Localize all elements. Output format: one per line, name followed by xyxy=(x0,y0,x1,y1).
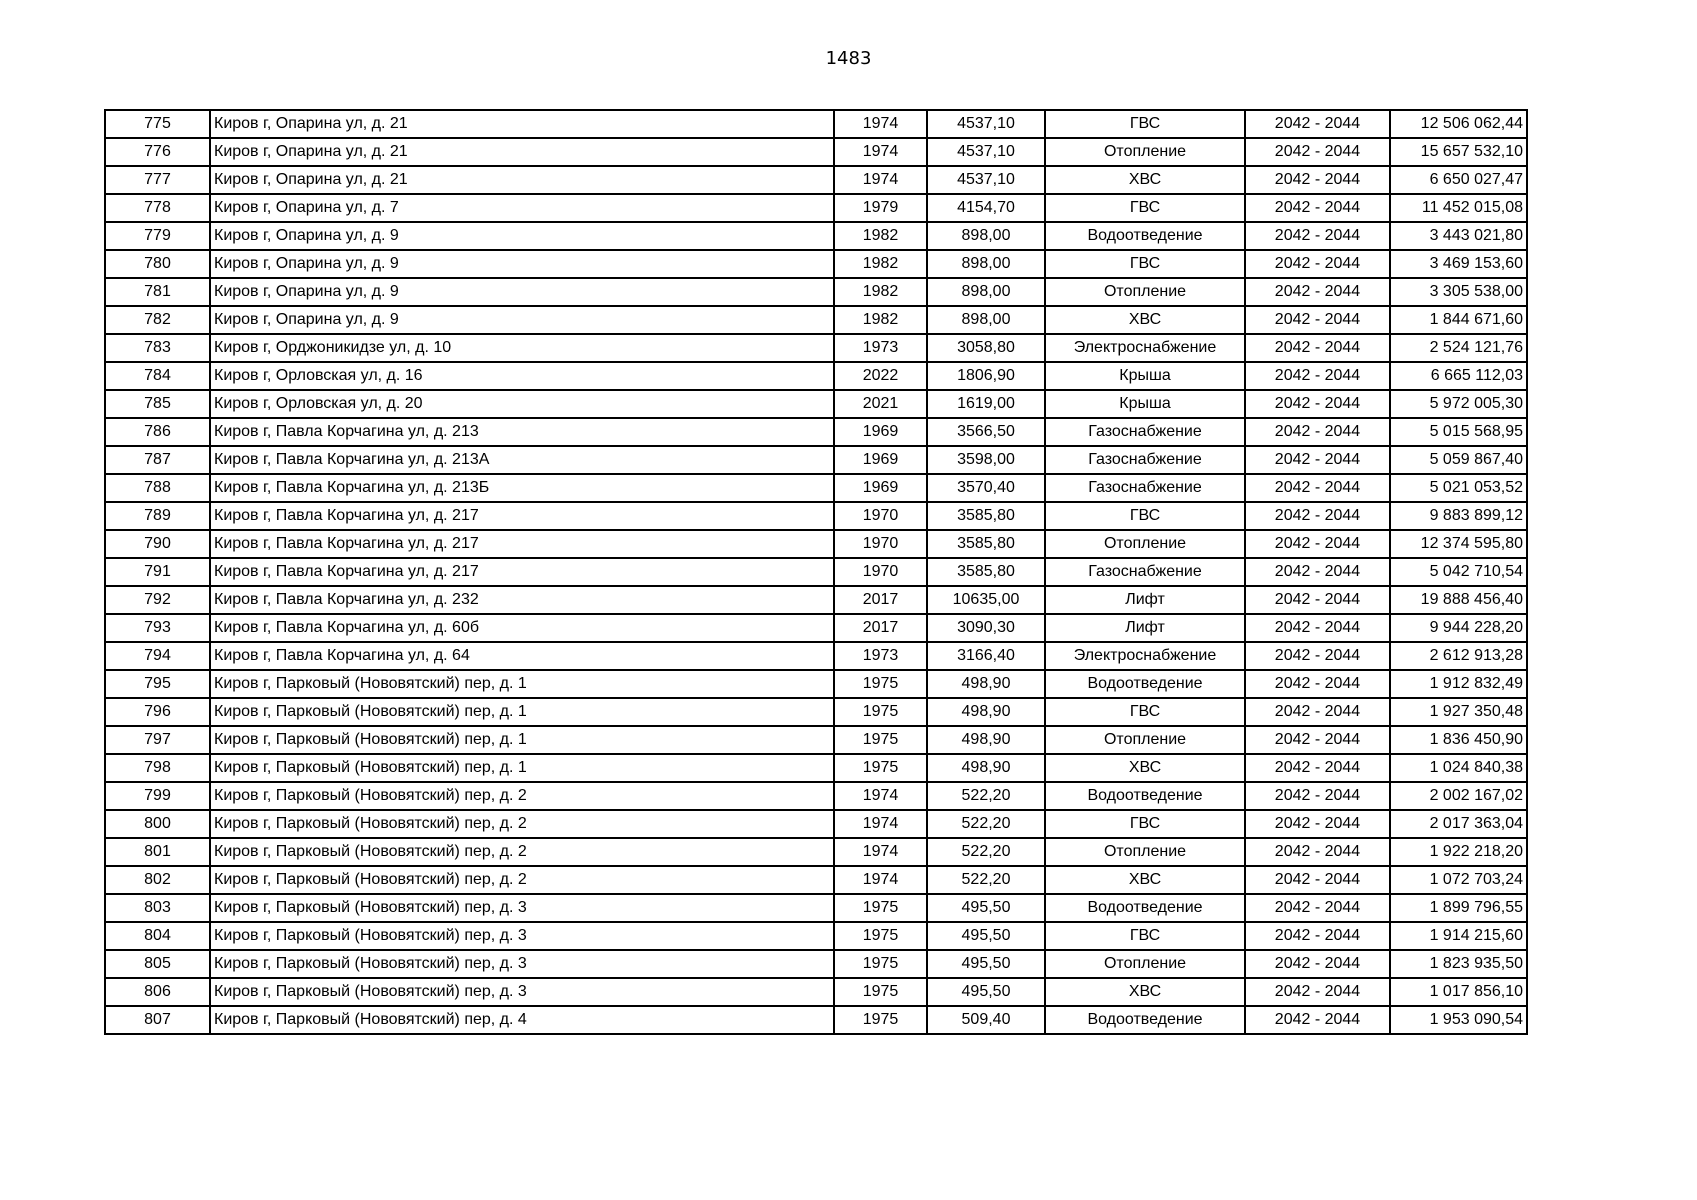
cost-cell: 2 017 363,04 xyxy=(1390,810,1527,838)
area-cell: 898,00 xyxy=(927,222,1045,250)
period-cell: 2042 - 2044 xyxy=(1245,166,1390,194)
address-cell: Киров г, Парковый (Нововятский) пер, д. 4 xyxy=(210,1006,834,1034)
year-cell: 1975 xyxy=(834,698,927,726)
cost-cell: 5 021 053,52 xyxy=(1390,474,1527,502)
cost-cell: 11 452 015,08 xyxy=(1390,194,1527,222)
period-cell: 2042 - 2044 xyxy=(1245,950,1390,978)
area-cell: 498,90 xyxy=(927,754,1045,782)
table-row xyxy=(105,194,1527,222)
work-type-cell: Лифт xyxy=(1045,614,1245,642)
row-number-cell: 785 xyxy=(105,390,210,418)
work-type-cell: Отопление xyxy=(1045,530,1245,558)
cost-cell: 5 042 710,54 xyxy=(1390,558,1527,586)
cost-cell: 9 883 899,12 xyxy=(1390,502,1527,530)
period-cell: 2042 - 2044 xyxy=(1245,810,1390,838)
year-cell: 1969 xyxy=(834,418,927,446)
row-number-cell: 776 xyxy=(105,138,210,166)
address-cell: Киров г, Парковый (Нововятский) пер, д. 3 xyxy=(210,978,834,1006)
address-cell: Киров г, Парковый (Нововятский) пер, д. 3 xyxy=(210,950,834,978)
address-cell: Киров г, Парковый (Нововятский) пер, д. 3 xyxy=(210,922,834,950)
period-cell: 2042 - 2044 xyxy=(1245,110,1390,138)
table-row xyxy=(105,642,1527,670)
work-type-cell: Газоснабжение xyxy=(1045,558,1245,586)
repair-register-table xyxy=(104,109,1528,1035)
cost-cell: 12 374 595,80 xyxy=(1390,530,1527,558)
row-number-cell: 803 xyxy=(105,894,210,922)
work-type-cell: Водоотведение xyxy=(1045,670,1245,698)
area-cell: 509,40 xyxy=(927,1006,1045,1034)
row-number-cell: 779 xyxy=(105,222,210,250)
row-number-cell: 783 xyxy=(105,334,210,362)
table-row xyxy=(105,502,1527,530)
year-cell: 1974 xyxy=(834,866,927,894)
address-cell: Киров г, Павла Корчагина ул, д. 213А xyxy=(210,446,834,474)
period-cell: 2042 - 2044 xyxy=(1245,1006,1390,1034)
address-cell: Киров г, Павла Корчагина ул, д. 213Б xyxy=(210,474,834,502)
table-row xyxy=(105,810,1527,838)
table-row xyxy=(105,866,1527,894)
table-row xyxy=(105,670,1527,698)
area-cell: 10635,00 xyxy=(927,586,1045,614)
work-type-cell: Отопление xyxy=(1045,138,1245,166)
work-type-cell: ХВС xyxy=(1045,754,1245,782)
row-number-cell: 797 xyxy=(105,726,210,754)
cost-cell: 1 953 090,54 xyxy=(1390,1006,1527,1034)
year-cell: 1969 xyxy=(834,474,927,502)
year-cell: 2017 xyxy=(834,614,927,642)
year-cell: 1975 xyxy=(834,894,927,922)
year-cell: 2021 xyxy=(834,390,927,418)
period-cell: 2042 - 2044 xyxy=(1245,782,1390,810)
cost-cell: 2 612 913,28 xyxy=(1390,642,1527,670)
year-cell: 1975 xyxy=(834,922,927,950)
table-row xyxy=(105,586,1527,614)
address-cell: Киров г, Опарина ул, д. 9 xyxy=(210,222,834,250)
work-type-cell: ХВС xyxy=(1045,866,1245,894)
row-number-cell: 792 xyxy=(105,586,210,614)
year-cell: 1975 xyxy=(834,670,927,698)
year-cell: 1970 xyxy=(834,530,927,558)
table-row xyxy=(105,614,1527,642)
row-number-cell: 806 xyxy=(105,978,210,1006)
year-cell: 1982 xyxy=(834,250,927,278)
table-row xyxy=(105,166,1527,194)
address-cell: Киров г, Парковый (Нововятский) пер, д. 2 xyxy=(210,810,834,838)
work-type-cell: Лифт xyxy=(1045,586,1245,614)
cost-cell: 19 888 456,40 xyxy=(1390,586,1527,614)
row-number-cell: 800 xyxy=(105,810,210,838)
address-cell: Киров г, Опарина ул, д. 9 xyxy=(210,306,834,334)
address-cell: Киров г, Павла Корчагина ул, д. 64 xyxy=(210,642,834,670)
year-cell: 1974 xyxy=(834,838,927,866)
address-cell: Киров г, Орловская ул, д. 20 xyxy=(210,390,834,418)
cost-cell: 1 836 450,90 xyxy=(1390,726,1527,754)
period-cell: 2042 - 2044 xyxy=(1245,726,1390,754)
work-type-cell: ХВС xyxy=(1045,306,1245,334)
year-cell: 1982 xyxy=(834,306,927,334)
period-cell: 2042 - 2044 xyxy=(1245,670,1390,698)
address-cell: Киров г, Парковый (Нововятский) пер, д. 1 xyxy=(210,698,834,726)
row-number-cell: 795 xyxy=(105,670,210,698)
table-row xyxy=(105,222,1527,250)
table-row xyxy=(105,838,1527,866)
row-number-cell: 796 xyxy=(105,698,210,726)
row-number-cell: 804 xyxy=(105,922,210,950)
table-row xyxy=(105,278,1527,306)
table-row xyxy=(105,334,1527,362)
year-cell: 1975 xyxy=(834,978,927,1006)
period-cell: 2042 - 2044 xyxy=(1245,502,1390,530)
period-cell: 2042 - 2044 xyxy=(1245,922,1390,950)
address-cell: Киров г, Опарина ул, д. 9 xyxy=(210,250,834,278)
period-cell: 2042 - 2044 xyxy=(1245,586,1390,614)
row-number-cell: 780 xyxy=(105,250,210,278)
row-number-cell: 805 xyxy=(105,950,210,978)
year-cell: 2017 xyxy=(834,586,927,614)
row-number-cell: 786 xyxy=(105,418,210,446)
row-number-cell: 799 xyxy=(105,782,210,810)
table-row xyxy=(105,474,1527,502)
work-type-cell: ГВС xyxy=(1045,250,1245,278)
area-cell: 3166,40 xyxy=(927,642,1045,670)
row-number-cell: 790 xyxy=(105,530,210,558)
row-number-cell: 807 xyxy=(105,1006,210,1034)
work-type-cell: Водоотведение xyxy=(1045,222,1245,250)
area-cell: 4537,10 xyxy=(927,138,1045,166)
year-cell: 1970 xyxy=(834,558,927,586)
work-type-cell: ХВС xyxy=(1045,166,1245,194)
area-cell: 898,00 xyxy=(927,306,1045,334)
address-cell: Киров г, Парковый (Нововятский) пер, д. 3 xyxy=(210,894,834,922)
address-cell: Киров г, Опарина ул, д. 21 xyxy=(210,138,834,166)
year-cell: 1969 xyxy=(834,446,927,474)
year-cell: 1975 xyxy=(834,1006,927,1034)
work-type-cell: Отопление xyxy=(1045,726,1245,754)
table-body xyxy=(105,110,1527,1034)
year-cell: 1975 xyxy=(834,754,927,782)
table-row xyxy=(105,362,1527,390)
area-cell: 522,20 xyxy=(927,810,1045,838)
cost-cell: 9 944 228,20 xyxy=(1390,614,1527,642)
row-number-cell: 782 xyxy=(105,306,210,334)
year-cell: 1974 xyxy=(834,782,927,810)
address-cell: Киров г, Опарина ул, д. 7 xyxy=(210,194,834,222)
address-cell: Киров г, Орджоникидзе ул, д. 10 xyxy=(210,334,834,362)
area-cell: 522,20 xyxy=(927,782,1045,810)
work-type-cell: ГВС xyxy=(1045,810,1245,838)
cost-cell: 1 017 856,10 xyxy=(1390,978,1527,1006)
year-cell: 1982 xyxy=(834,278,927,306)
work-type-cell: Газоснабжение xyxy=(1045,418,1245,446)
work-type-cell: ГВС xyxy=(1045,698,1245,726)
address-cell: Киров г, Опарина ул, д. 9 xyxy=(210,278,834,306)
period-cell: 2042 - 2044 xyxy=(1245,474,1390,502)
address-cell: Киров г, Парковый (Нововятский) пер, д. 1 xyxy=(210,670,834,698)
cost-cell: 15 657 532,10 xyxy=(1390,138,1527,166)
address-cell: Киров г, Павла Корчагина ул, д. 217 xyxy=(210,530,834,558)
table-row xyxy=(105,446,1527,474)
year-cell: 1974 xyxy=(834,110,927,138)
period-cell: 2042 - 2044 xyxy=(1245,754,1390,782)
work-type-cell: Крыша xyxy=(1045,362,1245,390)
year-cell: 1974 xyxy=(834,138,927,166)
address-cell: Киров г, Парковый (Нововятский) пер, д. 2 xyxy=(210,838,834,866)
cost-cell: 1 024 840,38 xyxy=(1390,754,1527,782)
area-cell: 1806,90 xyxy=(927,362,1045,390)
period-cell: 2042 - 2044 xyxy=(1245,866,1390,894)
table-row xyxy=(105,950,1527,978)
cost-cell: 1 899 796,55 xyxy=(1390,894,1527,922)
work-type-cell: Водоотведение xyxy=(1045,894,1245,922)
period-cell: 2042 - 2044 xyxy=(1245,558,1390,586)
cost-cell: 3 305 538,00 xyxy=(1390,278,1527,306)
period-cell: 2042 - 2044 xyxy=(1245,278,1390,306)
address-cell: Киров г, Опарина ул, д. 21 xyxy=(210,166,834,194)
cost-cell: 5 059 867,40 xyxy=(1390,446,1527,474)
table-row xyxy=(105,558,1527,586)
area-cell: 495,50 xyxy=(927,894,1045,922)
page-number: 1483 xyxy=(825,48,872,69)
cost-cell: 6 665 112,03 xyxy=(1390,362,1527,390)
address-cell: Киров г, Парковый (Нововятский) пер, д. 1 xyxy=(210,726,834,754)
area-cell: 498,90 xyxy=(927,670,1045,698)
cost-cell: 3 443 021,80 xyxy=(1390,222,1527,250)
work-type-cell: Электроснабжение xyxy=(1045,642,1245,670)
work-type-cell: Отопление xyxy=(1045,950,1245,978)
work-type-cell: Крыша xyxy=(1045,390,1245,418)
work-type-cell: ГВС xyxy=(1045,194,1245,222)
table-row xyxy=(105,978,1527,1006)
address-cell: Киров г, Парковый (Нововятский) пер, д. 2 xyxy=(210,782,834,810)
year-cell: 1973 xyxy=(834,334,927,362)
work-type-cell: Водоотведение xyxy=(1045,1006,1245,1034)
cost-cell: 12 506 062,44 xyxy=(1390,110,1527,138)
area-cell: 3585,80 xyxy=(927,558,1045,586)
period-cell: 2042 - 2044 xyxy=(1245,894,1390,922)
table-row xyxy=(105,922,1527,950)
period-cell: 2042 - 2044 xyxy=(1245,530,1390,558)
period-cell: 2042 - 2044 xyxy=(1245,306,1390,334)
work-type-cell: ГВС xyxy=(1045,502,1245,530)
cost-cell: 1 914 215,60 xyxy=(1390,922,1527,950)
cost-cell: 1 912 832,49 xyxy=(1390,670,1527,698)
row-number-cell: 777 xyxy=(105,166,210,194)
row-number-cell: 794 xyxy=(105,642,210,670)
table-row xyxy=(105,698,1527,726)
work-type-cell: Электроснабжение xyxy=(1045,334,1245,362)
row-number-cell: 802 xyxy=(105,866,210,894)
cost-cell: 5 972 005,30 xyxy=(1390,390,1527,418)
table-row xyxy=(105,894,1527,922)
area-cell: 522,20 xyxy=(927,838,1045,866)
year-cell: 1974 xyxy=(834,166,927,194)
table-row xyxy=(105,110,1527,138)
period-cell: 2042 - 2044 xyxy=(1245,138,1390,166)
table-row xyxy=(105,530,1527,558)
area-cell: 498,90 xyxy=(927,726,1045,754)
area-cell: 522,20 xyxy=(927,866,1045,894)
year-cell: 1970 xyxy=(834,502,927,530)
row-number-cell: 784 xyxy=(105,362,210,390)
year-cell: 1982 xyxy=(834,222,927,250)
work-type-cell: ГВС xyxy=(1045,110,1245,138)
cost-cell: 2 002 167,02 xyxy=(1390,782,1527,810)
year-cell: 1975 xyxy=(834,726,927,754)
work-type-cell: ХВС xyxy=(1045,978,1245,1006)
period-cell: 2042 - 2044 xyxy=(1245,418,1390,446)
period-cell: 2042 - 2044 xyxy=(1245,362,1390,390)
cost-cell: 1 927 350,48 xyxy=(1390,698,1527,726)
address-cell: Киров г, Павла Корчагина ул, д. 217 xyxy=(210,502,834,530)
cost-cell: 6 650 027,47 xyxy=(1390,166,1527,194)
period-cell: 2042 - 2044 xyxy=(1245,250,1390,278)
period-cell: 2042 - 2044 xyxy=(1245,390,1390,418)
year-cell: 1973 xyxy=(834,642,927,670)
cost-cell: 1 922 218,20 xyxy=(1390,838,1527,866)
area-cell: 4537,10 xyxy=(927,166,1045,194)
area-cell: 498,90 xyxy=(927,698,1045,726)
row-number-cell: 788 xyxy=(105,474,210,502)
row-number-cell: 787 xyxy=(105,446,210,474)
year-cell: 1974 xyxy=(834,810,927,838)
table-row xyxy=(105,390,1527,418)
cost-cell: 5 015 568,95 xyxy=(1390,418,1527,446)
address-cell: Киров г, Павла Корчагина ул, д. 60б xyxy=(210,614,834,642)
period-cell: 2042 - 2044 xyxy=(1245,614,1390,642)
cost-cell: 2 524 121,76 xyxy=(1390,334,1527,362)
cost-cell: 1 823 935,50 xyxy=(1390,950,1527,978)
table-row xyxy=(105,306,1527,334)
table-row xyxy=(105,782,1527,810)
year-cell: 2022 xyxy=(834,362,927,390)
work-type-cell: Газоснабжение xyxy=(1045,446,1245,474)
work-type-cell: Отопление xyxy=(1045,278,1245,306)
area-cell: 4537,10 xyxy=(927,110,1045,138)
area-cell: 3585,80 xyxy=(927,502,1045,530)
cost-cell: 3 469 153,60 xyxy=(1390,250,1527,278)
address-cell: Киров г, Орловская ул, д. 16 xyxy=(210,362,834,390)
area-cell: 1619,00 xyxy=(927,390,1045,418)
area-cell: 4154,70 xyxy=(927,194,1045,222)
address-cell: Киров г, Павла Корчагина ул, д. 232 xyxy=(210,586,834,614)
table-row xyxy=(105,418,1527,446)
work-type-cell: Отопление xyxy=(1045,838,1245,866)
table-row xyxy=(105,138,1527,166)
area-cell: 3585,80 xyxy=(927,530,1045,558)
period-cell: 2042 - 2044 xyxy=(1245,334,1390,362)
table-row xyxy=(105,1006,1527,1034)
table-row xyxy=(105,726,1527,754)
row-number-cell: 781 xyxy=(105,278,210,306)
row-number-cell: 778 xyxy=(105,194,210,222)
area-cell: 3090,30 xyxy=(927,614,1045,642)
address-cell: Киров г, Парковый (Нововятский) пер, д. 1 xyxy=(210,754,834,782)
area-cell: 495,50 xyxy=(927,922,1045,950)
year-cell: 1979 xyxy=(834,194,927,222)
area-cell: 898,00 xyxy=(927,250,1045,278)
area-cell: 495,50 xyxy=(927,978,1045,1006)
cost-cell: 1 072 703,24 xyxy=(1390,866,1527,894)
area-cell: 3598,00 xyxy=(927,446,1045,474)
year-cell: 1975 xyxy=(834,950,927,978)
work-type-cell: ГВС xyxy=(1045,922,1245,950)
table-row xyxy=(105,250,1527,278)
row-number-cell: 791 xyxy=(105,558,210,586)
address-cell: Киров г, Павла Корчагина ул, д. 213 xyxy=(210,418,834,446)
area-cell: 3566,50 xyxy=(927,418,1045,446)
table-row xyxy=(105,754,1527,782)
period-cell: 2042 - 2044 xyxy=(1245,698,1390,726)
row-number-cell: 775 xyxy=(105,110,210,138)
work-type-cell: Газоснабжение xyxy=(1045,474,1245,502)
address-cell: Киров г, Павла Корчагина ул, д. 217 xyxy=(210,558,834,586)
row-number-cell: 789 xyxy=(105,502,210,530)
area-cell: 3570,40 xyxy=(927,474,1045,502)
period-cell: 2042 - 2044 xyxy=(1245,978,1390,1006)
period-cell: 2042 - 2044 xyxy=(1245,838,1390,866)
work-type-cell: Водоотведение xyxy=(1045,782,1245,810)
area-cell: 3058,80 xyxy=(927,334,1045,362)
address-cell: Киров г, Парковый (Нововятский) пер, д. 2 xyxy=(210,866,834,894)
row-number-cell: 798 xyxy=(105,754,210,782)
period-cell: 2042 - 2044 xyxy=(1245,194,1390,222)
row-number-cell: 793 xyxy=(105,614,210,642)
period-cell: 2042 - 2044 xyxy=(1245,446,1390,474)
area-cell: 495,50 xyxy=(927,950,1045,978)
cost-cell: 1 844 671,60 xyxy=(1390,306,1527,334)
period-cell: 2042 - 2044 xyxy=(1245,222,1390,250)
row-number-cell: 801 xyxy=(105,838,210,866)
address-cell: Киров г, Опарина ул, д. 21 xyxy=(210,110,834,138)
period-cell: 2042 - 2044 xyxy=(1245,642,1390,670)
area-cell: 898,00 xyxy=(927,278,1045,306)
